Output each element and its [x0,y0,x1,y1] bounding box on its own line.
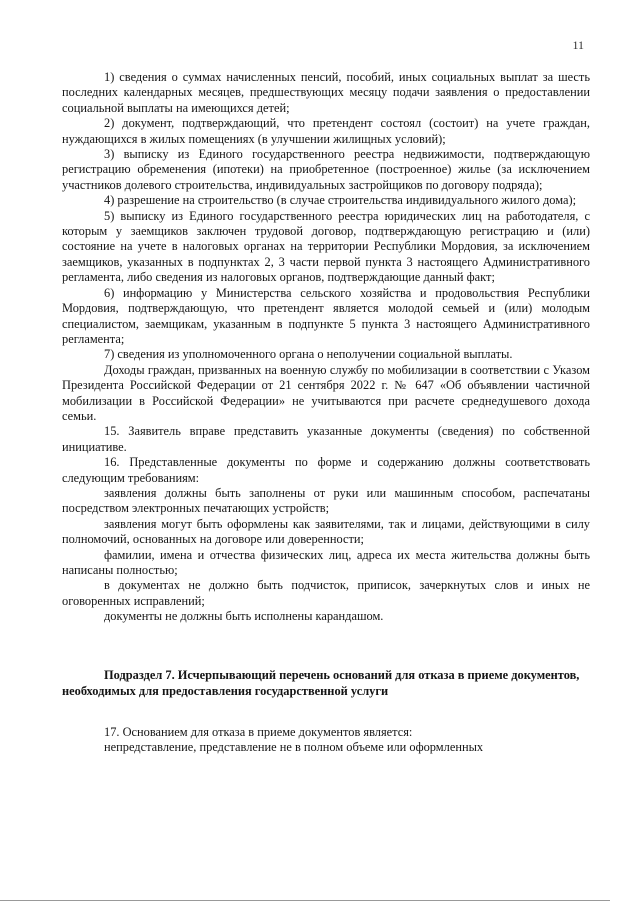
paragraph: непредставление, представление не в полном объеме или оформленных [104,740,484,755]
paragraph: в документах не должно быть подчисток, приписок, зачеркнутых слов и иных не оговоренных исправлений; [62,578,590,608]
bottom-rule [0,900,610,901]
paragraph: 2) документ, подтверждающий, что претендент состоял (состоит) на учете граждан, нуждающихся в жилых помещениях (в улучшении жилищных условий); [62,116,590,146]
paragraph: 15. Заявитель вправе представить указанные документы (сведения) по собственной инициативе. [62,424,590,454]
paragraph: документы не должны быть исполнены карандашом. [104,609,384,624]
paragraph: 6) информацию у Министерства сельского хозяйства и продовольствия Республики Мордовия, подтверждающую, что претендент является молодой семьей и (или) молодым специалистом, заемщикам, указанным в подпункте 5 пункта 3 настоящего Административного регламента; [62,285,590,346]
paragraph: 3) выписку из Единого государственного реестра недвижимости, подтверждающую регистрацию обременения (ипотеки) на приобретенное (построенное) жилье (за исключением участников долевого строительства, индивидуальных застройщиков по договору подряда); [62,147,590,192]
paragraph: Доходы граждан, призванных на военную службу по мобилизации в соответствии с Указом Президента Российской Федерации от 21 сентября 2022 г. № 647 «Об объявлении частичной мобилизации в Российской Федерации» не учитываются при расчете среднедушевого дохода семьи. [62,362,590,423]
spacer [62,699,590,725]
paragraph: заявления должны быть заполнены от руки или машинным способом, распечатаны посредством электронных печатающих устройств; [62,485,590,516]
paragraph: фамилии, имена и отчества физических лиц, адреса их места жительства должны быть написаны полностью; [62,547,590,577]
document-body [62,70,590,755]
paragraph: 4) разрешение на строительство (в случае строительства индивидуального жилого дома); [104,193,577,208]
paragraph: 1) сведения о суммах начисленных пенсий, пособий, иных социальных выплат за шесть последних календарных месяцев, предшествующих месяцу подачи заявления о предоставлении социальной выплаты на имеющихся детей; [62,70,590,115]
spacer [62,625,590,667]
paragraph: заявления могут быть оформлены как заявителями, так и лицами, действующими в силу полномочий, основанных на договоре или доверенности; [62,516,590,547]
paragraph: 5) выписку из Единого государственного реестра юридических лиц на работодателя, с которым у заемщиков заключен трудовой договор, подтверждающую регистрацию и (или) состояние на учете в налоговых органах на территории Республики Мордовия, за исключением заемщиков, указанных в подпунктах 2, 3 части первой пункта 3 настоящего Административного регламента, либо сведения из налоговых органов, подтверждающие данный факт; [62,208,590,285]
paragraph: 16. Представленные документы по форме и содержанию должны соответствовать следующим требованиям: [62,455,590,485]
paragraph: 7) сведения из уполномоченного органа о неполучении социальной выплаты. [104,347,513,362]
paragraph: 17. Основанием для отказа в приеме документов является: [104,724,413,739]
subsection-title: Подраздел 7. Исчерпывающий перечень оснований для отказа в приеме документов, необходимых для предоставления государственной услуги [62,667,580,698]
page-number: 11 [572,38,584,52]
